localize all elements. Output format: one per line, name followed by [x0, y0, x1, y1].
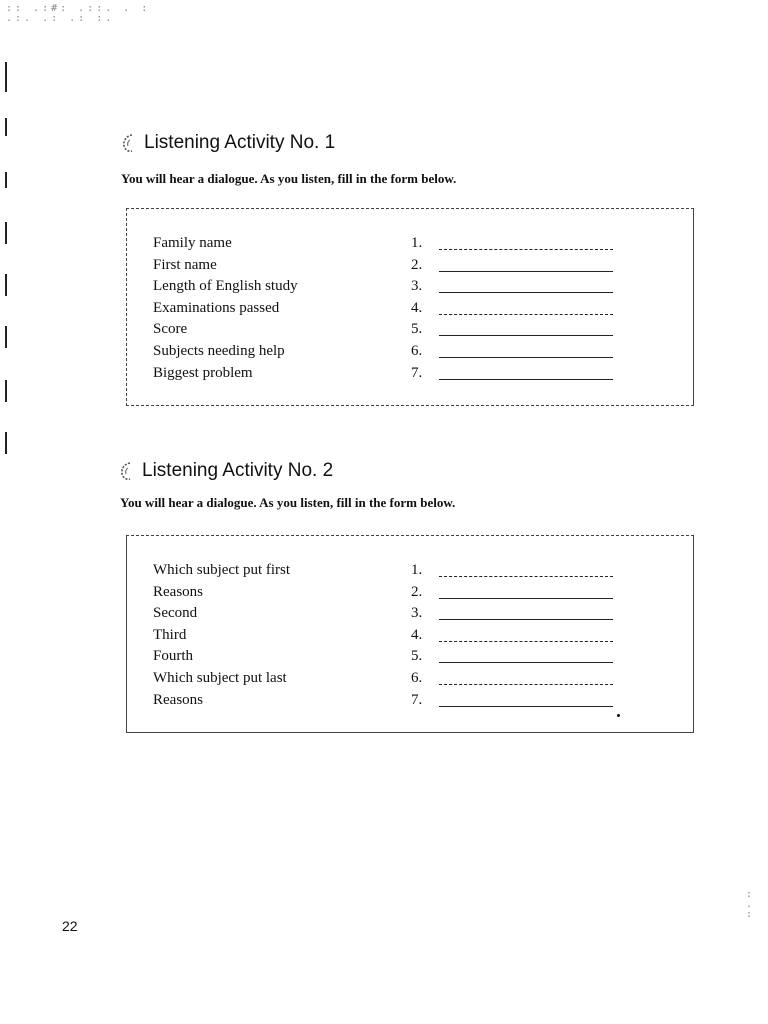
form-row	[153, 605, 623, 627]
margin-mark	[5, 432, 7, 454]
answer-blank[interactable]	[439, 662, 613, 663]
margin-mark	[5, 326, 7, 348]
answer-blank[interactable]	[439, 619, 613, 620]
answer-blank[interactable]	[439, 641, 613, 642]
field-number: 7.	[411, 365, 423, 381]
activity-1-instruction: You will hear a dialogue. As you listen, fill in the form below.	[121, 171, 457, 186]
activity-1-form	[126, 208, 694, 406]
field-label: Score	[153, 321, 188, 337]
field-label: Examinations passed	[153, 300, 280, 316]
field-number: 6.	[411, 670, 423, 686]
answer-blank[interactable]	[439, 314, 613, 315]
field-label: Which subject put last	[153, 670, 287, 686]
form-row	[153, 300, 623, 322]
field-number: 6.	[411, 343, 423, 359]
margin-mark	[5, 274, 7, 296]
form-row	[153, 648, 623, 670]
answer-blank[interactable]	[439, 598, 613, 599]
field-label: Which subject put first	[153, 562, 291, 578]
activity-2-form	[126, 535, 694, 733]
field-label: Family name	[153, 235, 232, 251]
margin-mark	[5, 62, 7, 92]
field-number: 7.	[411, 692, 423, 708]
field-number: 4.	[411, 627, 423, 643]
field-number: 4.	[411, 300, 423, 316]
answer-blank[interactable]	[439, 379, 613, 380]
scan-artifact: :: .:#: .::. . : .:. .: .: :.	[6, 3, 151, 24]
field-number: 1.	[411, 562, 423, 578]
answer-blank[interactable]	[439, 292, 613, 293]
activity-title-text: Listening Activity No. 1	[144, 132, 336, 153]
field-label: Reasons	[153, 692, 203, 708]
activity-1-title	[120, 132, 335, 154]
page-number: 22	[62, 918, 78, 934]
form-row	[153, 584, 623, 606]
form-row	[153, 278, 623, 300]
field-label: Reasons	[153, 584, 203, 600]
form-row	[153, 257, 623, 279]
answer-blank[interactable]	[439, 706, 613, 707]
form-row	[153, 692, 623, 714]
form-row	[153, 562, 623, 584]
field-label: Fourth	[153, 648, 194, 664]
margin-mark	[5, 222, 7, 244]
stray-dot	[617, 714, 620, 717]
field-label: Subjects needing help	[153, 343, 285, 359]
margin-mark	[5, 380, 7, 402]
answer-blank[interactable]	[439, 357, 613, 358]
speaker-ear-icon	[118, 460, 138, 482]
form-row	[153, 321, 623, 343]
form-row	[153, 235, 623, 257]
answer-blank[interactable]	[439, 684, 613, 685]
form-row	[153, 365, 623, 387]
field-number: 2.	[411, 584, 423, 600]
field-label: First name	[153, 257, 217, 273]
answer-blank[interactable]	[439, 271, 613, 272]
field-number: 3.	[411, 278, 423, 294]
activity-2-title	[118, 460, 333, 482]
margin-mark	[5, 118, 7, 136]
field-label: Biggest problem	[153, 365, 253, 381]
answer-blank[interactable]	[439, 249, 613, 250]
field-label: Length of English study	[153, 278, 298, 294]
field-number: 2.	[411, 257, 423, 273]
activity-title-text: Listening Activity No. 2	[142, 460, 334, 481]
field-label: Third	[153, 627, 187, 643]
speaker-ear-icon	[120, 132, 140, 154]
field-number: 5.	[411, 321, 423, 337]
answer-blank[interactable]	[439, 576, 613, 577]
form-row	[153, 343, 623, 365]
field-number: 1.	[411, 235, 423, 251]
field-number: 3.	[411, 605, 423, 621]
scan-artifact: : . :	[746, 889, 753, 920]
margin-mark	[5, 172, 7, 188]
form-row	[153, 627, 623, 649]
field-number: 5.	[411, 648, 423, 664]
answer-blank[interactable]	[439, 335, 613, 336]
activity-2-instruction: You will hear a dialogue. As you listen, fill in the form below.	[120, 495, 456, 510]
field-label: Second	[153, 605, 198, 621]
form-row	[153, 670, 623, 692]
